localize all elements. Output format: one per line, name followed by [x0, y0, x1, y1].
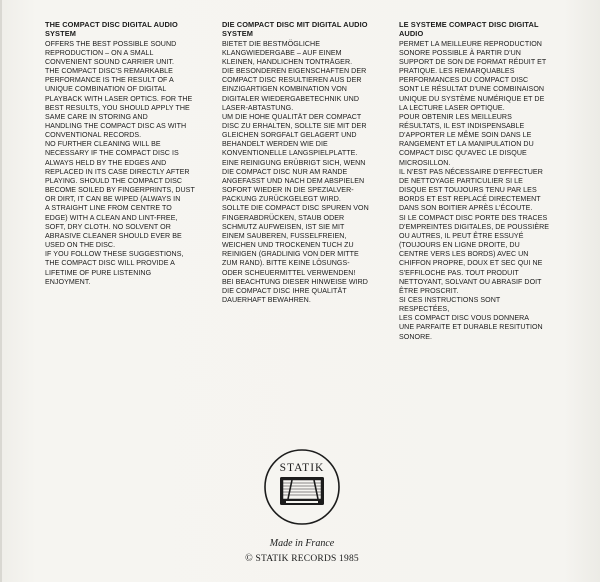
- column-english: [45, 21, 197, 287]
- page-fold: [0, 0, 2, 582]
- paragraph: PERMET LA MEILLEURE REPRODUCTION SONORE POSSIBLE À PARTIR D'UN SUPPORT DE SON DE FORMAT RÉDUIT ET PRATIQUE. LES REMARQUABLES PERFORMANCES DU COMPACT DISC SONT LE RÉSULTAT D'UNE COMBINAISON UNIQUE DU SYSTÈME NUMÉRIQUE ET DE LA LECTURE LASER OPTIQUE. POUR OBTENIR LES MEILLEURS RÉSULTATS, IL EST INDISPENSABLE D'APPORTER LE MÊME SOIN DANS LE RANGEMENT ET LA MANIPULATION DU COMPACT DISC QU'AVEC LE DISQUE MICROSILLON.: [399, 39, 547, 167]
- paragraph: SI CES INSTRUCTIONS SONT RESPECTÉES, LES COMPACT DISC VOUS DONNERA UNE PARFAITE ET DURABLE RESITUTION SONORE.: [399, 295, 543, 341]
- heading-german: DIE COMPACT DISC MIT DIGITAL AUDIO SYSTEM: [222, 20, 368, 38]
- made-in-france: Made in France: [269, 538, 335, 549]
- paragraph: BIETET DIE BESTMÖGLICHE KLANGWIEDERGABE – AUF EINEM KLEINEN, HANDLICHEN TONTRÄGER. DIE BESONDEREN EIGENSCHAFTEN DER COMPACT DISC RESULTIEREN AUS DER EINZIGARTIGEN KOMBINATION VON DIGITALER WIEDERGABETECHNIK UND LASER-ABTASTUNG.: [222, 39, 367, 112]
- heading-french: LE SYSTEME COMPACT DISC DIGITAL AUDIO: [399, 20, 539, 38]
- paragraph: IL N'EST PAS NÉCESSAIRE D'EFFECTUER DE NETTOYAGE PARTICULIER SI LE DISQUE EST TOUJOURS TENU PAR LES BORDS ET EST REPLACÉ DIRECTEMENT DANS SON BOITIER APRÈS L'ÉCOUTE. SI LE COMPACT DISC PORTE DES TRACES D'EMPREINTES DIGITALES, DE POUSSIÈRE OU AUTRES, IL PEUT ÊTRE ESSUYÉ (TOUJOURS EN LIGNE DROITE, DU CENTRE VERS LES BORDS) AVEC UN CHIFFON PROPRE, DOUX ET SEC QUI NE S'EFFILOCHE PAS. TOUT PRODUIT NETTOYANT, SOLVANT OU ABRASIF DOIT ÊTRE PROSCRIT.: [399, 167, 550, 295]
- paragraph: OFFERS THE BEST POSSIBLE SOUND REPRODUCTION – ON A SMALL CONVENIENT SOUND CARRIER UNIT. THE COMPACT DISC'S REMARKABLE PERFORMANCE IS THE RESULT OF A UNIQUE COMBINATION OF DIGITAL PLAYBACK WITH LASER OPTICS. FOR THE BEST RESULTS, YOU SHOULD APPLY THE SAME CARE IN STORING AND HANDLING THE COMPACT DISC AS WITH CONVENTIONAL RECORDS.: [45, 39, 193, 140]
- statik-logo: [262, 447, 342, 527]
- copyright-symbol: ©: [245, 553, 253, 564]
- paragraph: IF YOU FOLLOW THESE SUGGESTIONS, THE COMPACT DISC WILL PROVIDE A LIFETIME OF PURE LISTENING ENJOYMENT.: [45, 250, 184, 286]
- heading-english: THE COMPACT DISC DIGITAL AUDIO SYSTEM: [45, 20, 178, 38]
- logo-text: STATIK: [279, 462, 325, 474]
- paragraph: UM DIE HOHE QUALITÄT DER COMPACT DISC ZU ERHALTEN, SOLLTE SIE MIT DER GLEICHEN SORGFALT GELAGERT UND BEHANDELT WERDEN WIE DIE KONVENTIONELLE LANGSPIELPLATTE. EINE REINIGUNG ERÜBRIGT SICH, WENN DIE COMPACT DISC NUR AM RANDE ANGEFASST UND NACH DEM ABSPIELEN SOFORT WIEDER IN DIE SPEZIALVER- PACKUNG ZURÜCKGELEGT WIRD. SOLLTE DIE COMPACT DISC SPUREN VON FINGERABDRÜCKEN, STAUB ODER SCHMUTZ AUFWEISEN, IST SIE MIT EINEM SAUBEREN, FUSSELFREIEN, WEICHEN UND TROCKENEN TUCH ZU REINIGEN (GRADLINIG VON DER MITTE ZUM RAND). BITTE KEINE LÖSUNGS- ODER SCHEUERMITTEL VERWENDEN! BEI BEACHTUNG DIESER HINWEISE WIRD DIE COMPACT DISC IHRE QUALITÄT DAUERHAFT BEWAHREN.: [222, 112, 369, 304]
- column-german: [222, 21, 374, 305]
- paragraph: NO FURTHER CLEANING WILL BE NECESSARY IF THE COMPACT DISC IS ALWAYS HELD BY THE EDGES AND REPLACED IN ITS CASE DIRECTLY AFTER PLAYING. SHOULD THE COMPACT DISC BECOME SOILED BY FINGERPRINTS, DUST OR DIRT, IT CAN BE WIPED (ALWAYS IN A STRAIGHT LINE FROM CENTRE TO EDGE) WITH A CLEAN AND LINT-FREE, SOFT, DRY CLOTH. NO SOLVENT OR ABRASIVE CLEANER SHOULD EVER BE USED ON THE DISC.: [45, 140, 195, 250]
- record-player-icon: [280, 477, 324, 505]
- copyright-text: STATIK RECORDS 1985: [255, 554, 359, 564]
- column-french: [399, 21, 551, 342]
- copyright-line: [232, 553, 372, 564]
